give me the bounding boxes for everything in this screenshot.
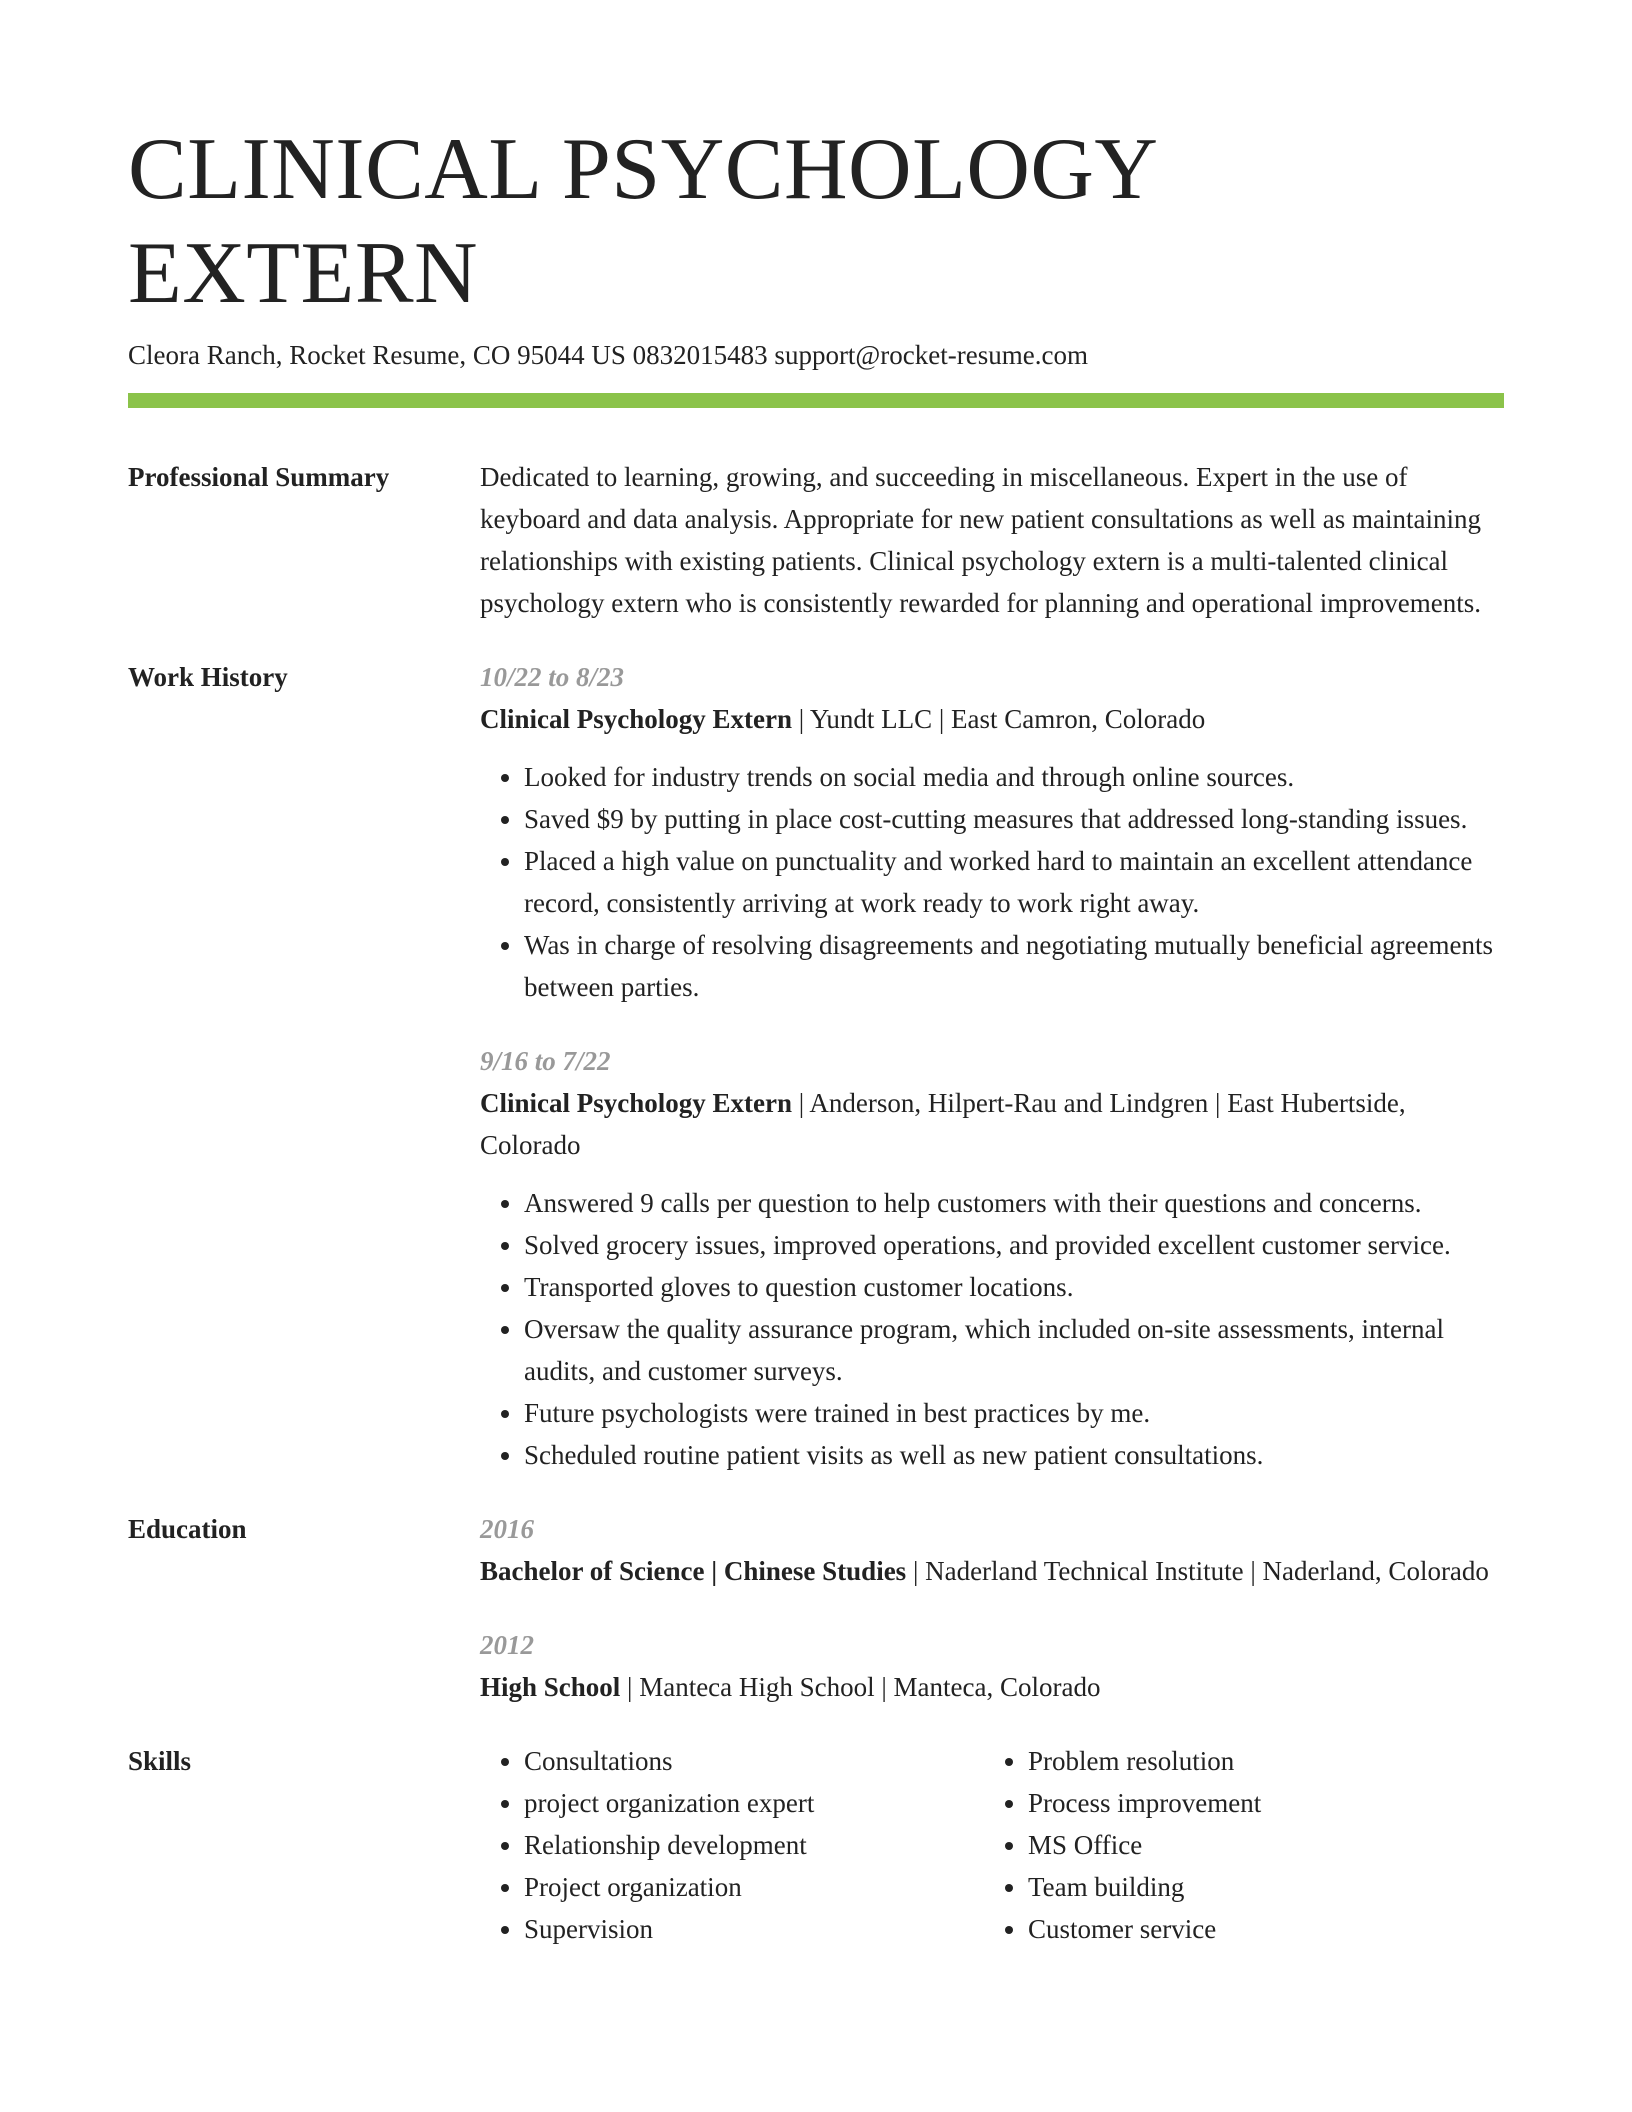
education-degree: High School (480, 1672, 621, 1702)
work-history-section (128, 656, 1504, 1476)
list-item: • Scheduled routine patient visits as well as new patient consultations. (524, 1434, 1504, 1476)
job-entry (480, 1040, 1504, 1476)
education-label: Education (128, 1514, 247, 1544)
education-date: 2016 (480, 1514, 534, 1544)
work-history-body (480, 656, 1504, 1476)
accent-divider (128, 393, 1504, 408)
skills-label: Skills (128, 1746, 192, 1776)
resume-title: CLINICAL PSYCHOLOGY EXTERN (128, 121, 1156, 322)
list-item: • MS Office (1028, 1824, 1488, 1866)
job-heading (480, 698, 1504, 740)
skills-list-right (984, 1740, 1488, 1950)
summary-text: Dedicated to learning, growing, and succeeding in miscellaneous. Expert in the use of keyboard and data analysis. Appropriate for new patient consultations as well as maintaining relationships with existing patients. Clinical psychology extern is a multi-talented clinical psychology extern who is consistently rewarded for planning and operational improvements. (480, 462, 1482, 618)
education-entry (480, 1508, 1504, 1592)
job-heading (480, 1082, 1504, 1166)
list-item: • Placed a high value on punctuality and worked hard to maintain an excellent attendance record, consistently arriving at work ready to work right away. (524, 840, 1504, 924)
list-item: • Team building (1028, 1866, 1488, 1908)
resume-page (128, 118, 1504, 1950)
education-entry (480, 1624, 1504, 1708)
education-section (128, 1508, 1504, 1708)
list-item: • Saved $9 by putting in place cost-cutting measures that addressed long-standing issues. (524, 798, 1504, 840)
education-details: | Naderland Technical Institute | Naderland, Colorado (906, 1556, 1489, 1586)
education-degree: Bachelor of Science | Chinese Studies (480, 1556, 907, 1586)
list-item: • Problem resolution (1028, 1740, 1488, 1782)
job-bullets (480, 756, 1504, 1008)
job-date: 9/16 to 7/22 (480, 1046, 611, 1076)
job-title: Clinical Psychology Extern (480, 1088, 792, 1118)
job-details: | Anderson, Hilpert-Rau and Lindgren | East Hubertside, Colorado (480, 1088, 1406, 1160)
job-entry (480, 656, 1504, 1008)
contact-line: Cleora Ranch, Rocket Resume, CO 95044 US 0832015483 support@rocket-resume.com (128, 340, 1088, 370)
job-details: | Yundt LLC | East Camron, Colorado (792, 704, 1206, 734)
list-item: • Supervision (524, 1908, 984, 1950)
job-date: 10/22 to 8/23 (480, 662, 625, 692)
education-heading (480, 1666, 1504, 1708)
list-item: • Project organization (524, 1866, 984, 1908)
list-item: • Consultations (524, 1740, 984, 1782)
education-heading (480, 1550, 1504, 1592)
list-item: • Future psychologists were trained in best practices by me. (524, 1392, 1504, 1434)
education-details: | Manteca High School | Manteca, Colorado (620, 1672, 1101, 1702)
list-item: • Looked for industry trends on social media and through online sources. (524, 756, 1504, 798)
list-item: • Process improvement (1028, 1782, 1488, 1824)
skills-list-left (480, 1740, 984, 1950)
summary-section (128, 456, 1504, 624)
list-item: • project organization expert (524, 1782, 984, 1824)
summary-label: Professional Summary (128, 462, 390, 492)
education-date: 2012 (480, 1630, 534, 1660)
list-item: • Solved grocery issues, improved operations, and provided excellent customer service. (524, 1224, 1504, 1266)
list-item: • Relationship development (524, 1824, 984, 1866)
list-item: • Was in charge of resolving disagreements and negotiating mutually beneficial agreements between parties. (524, 924, 1504, 1008)
list-item: • Customer service (1028, 1908, 1488, 1950)
list-item: • Oversaw the quality assurance program, which included on-site assessments, internal audits, and customer surveys. (524, 1308, 1504, 1392)
list-item: • Transported gloves to question customer locations. (524, 1266, 1504, 1308)
job-bullets (480, 1182, 1504, 1476)
education-body (480, 1508, 1504, 1708)
skills-body (480, 1740, 1504, 1950)
skills-section (128, 1740, 1504, 1950)
work-history-label: Work History (128, 662, 288, 692)
job-title: Clinical Psychology Extern (480, 704, 792, 734)
list-item: • Answered 9 calls per question to help customers with their questions and concerns. (524, 1182, 1504, 1224)
